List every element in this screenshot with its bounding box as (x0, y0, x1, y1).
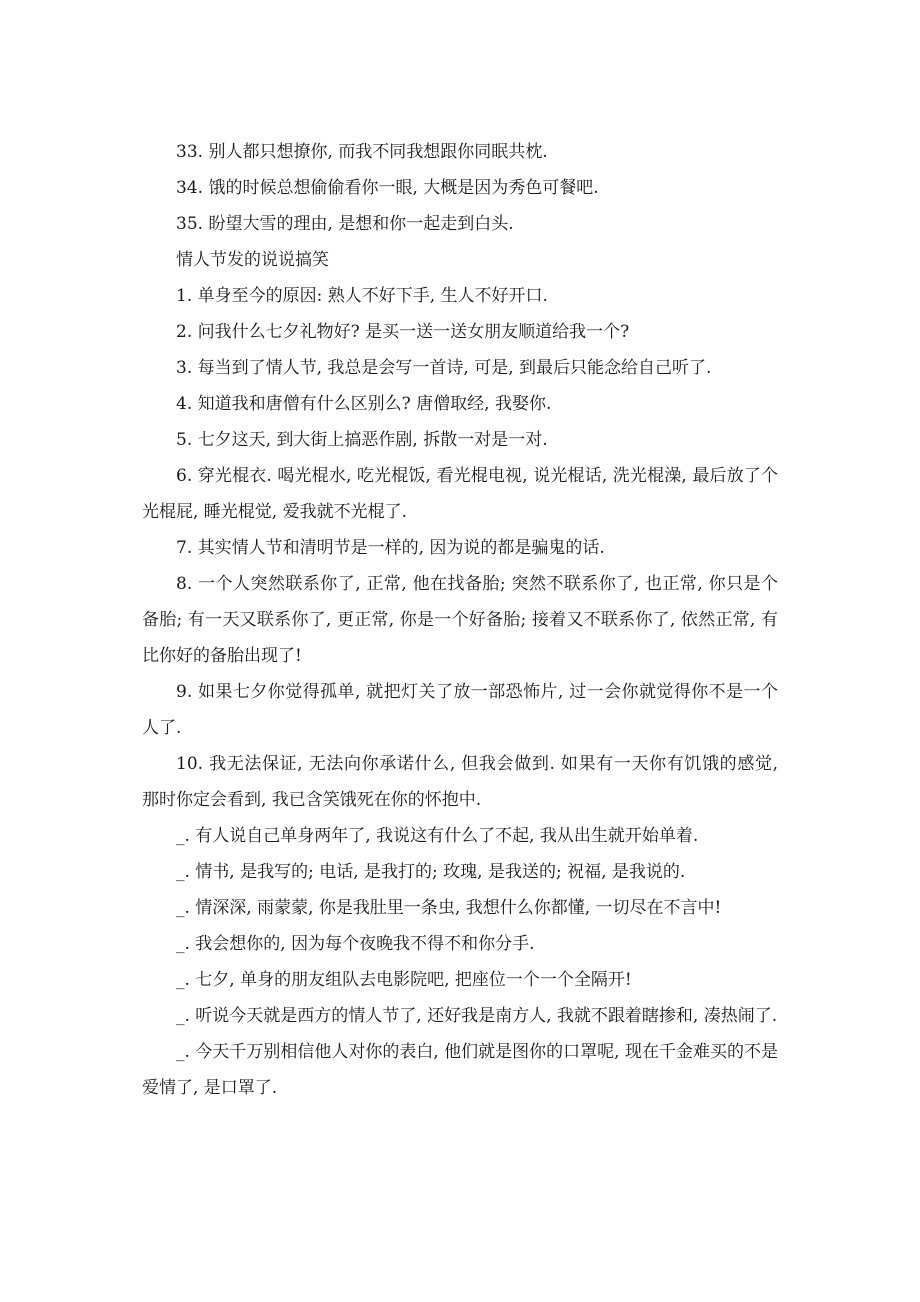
paragraph: 7. 其实情人节和清明节是一样的, 因为说的都是骗鬼的话. (176, 538, 605, 558)
paragraph: _. 今天千万别相信他人对你的表白, 他们就是图你的口罩呢, 现在千金难买的不是爱情了, 是口罩了. (142, 1042, 778, 1098)
section-heading: 情人节发的说说搞笑 (176, 250, 329, 270)
paragraph: 1. 单身至今的原因: 熟人不好下手, 生人不好开口. (176, 286, 548, 306)
paragraph: _. 七夕, 单身的朋友组队去电影院吧, 把座位一个一个全隔开! (176, 970, 632, 990)
paragraph: _. 我会想你的, 因为每个夜晚我不得不和你分手. (176, 934, 535, 954)
paragraph: _. 情深深, 雨蒙蒙, 你是我肚里一条虫, 我想什么你都懂, 一切尽在不言中! (176, 898, 722, 918)
paragraph: 10. 我无法保证, 无法向你承诺什么, 但我会做到. 如果有一天你有饥饿的感觉, 那时你定会看到, 我已含笑饿死在你的怀抱中. (142, 754, 778, 810)
paragraph: 4. 知道我和唐僧有什么区别么? 唐僧取经, 我娶你. (176, 394, 552, 414)
paragraph: 33. 别人都只想撩你, 而我不同我想跟你同眠共枕. (176, 142, 548, 162)
document-body (142, 134, 778, 1106)
paragraph: 34. 饿的时候总想偷偷看你一眼, 大概是因为秀色可餐吧. (176, 178, 599, 198)
paragraph: _. 情书, 是我写的; 电话, 是我打的; 玫瑰, 是我送的; 祝福, 是我说的. (176, 862, 686, 882)
paragraph: 3. 每当到了情人节, 我总是会写一首诗, 可是, 到最后只能念给自己听了. (176, 358, 712, 378)
paragraph: 9. 如果七夕你觉得孤单, 就把灯关了放一部恐怖片, 过一会你就觉得你不是一个人了. (142, 682, 778, 738)
paragraph: 6. 穿光棍衣. 喝光棍水, 吃光棍饭, 看光棍电视, 说光棍话, 洗光棍澡, 最后放了个光棍屁, 睡光棍觉, 爱我就不光棍了. (142, 466, 778, 522)
paragraph: 5. 七夕这天, 到大街上搞恶作剧, 拆散一对是一对. (176, 430, 548, 450)
paragraph: 8. 一个人突然联系你了, 正常, 他在找备胎; 突然不联系你了, 也正常, 你只是个备胎; 有一天又联系你了, 更正常, 你是一个好备胎; 接着又不联系你了, 依然正常, 有比你好的备胎出现了! (142, 574, 778, 666)
paragraph: 35. 盼望大雪的理由, 是想和你一起走到白头. (176, 214, 514, 234)
paragraph: 2. 问我什么七夕礼物好? 是买一送一送女朋友顺道给我一个? (176, 322, 630, 342)
paragraph: _. 有人说自己单身两年了, 我说这有什么了不起, 我从出生就开始单着. (176, 826, 699, 846)
paragraph: _. 听说今天就是西方的情人节了, 还好我是南方人, 我就不跟着瞎掺和, 凑热闹了. (176, 1006, 778, 1026)
